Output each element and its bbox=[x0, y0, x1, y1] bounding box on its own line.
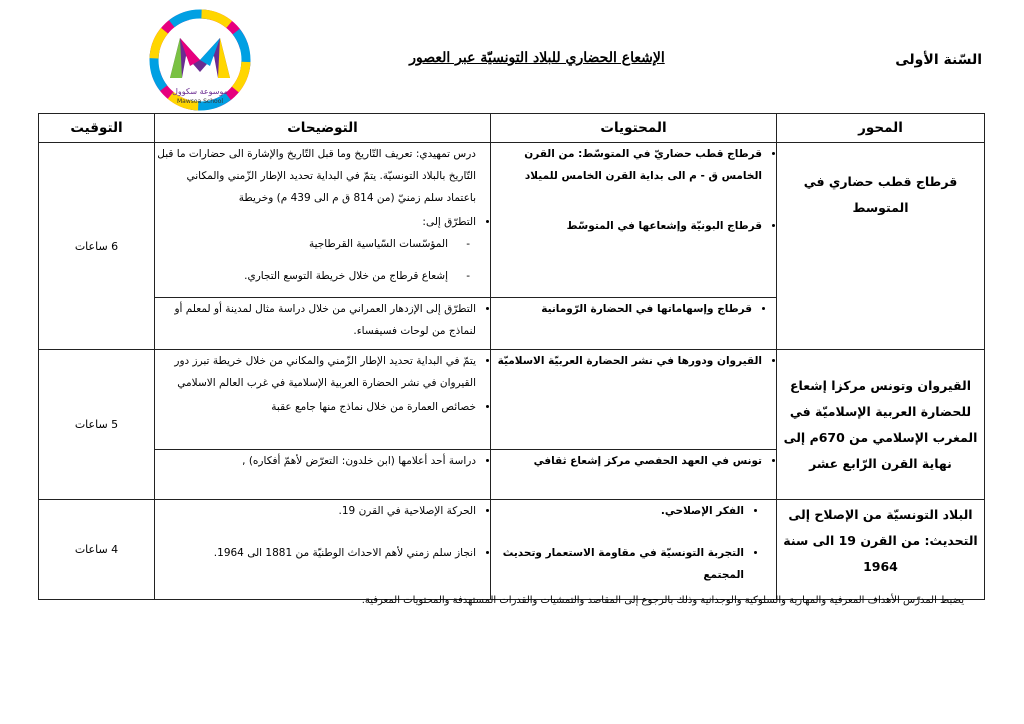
contents-cell bbox=[491, 450, 777, 500]
contents-cell bbox=[491, 500, 777, 600]
logo-text-en: Mawsoa School bbox=[176, 98, 224, 105]
header-axis: المحور bbox=[777, 114, 985, 143]
list-item bbox=[155, 211, 476, 287]
contents-cell bbox=[491, 143, 777, 298]
list-item: • الحركة الإصلاحية في القرن 19. bbox=[155, 500, 476, 522]
axis-cell: القيروان وتونس مركزا إشعاع للحضارة العربية الإسلاميّة في المغرب الإسلامي من 670م إلى نهاية القرن الرّابع عشر bbox=[777, 350, 985, 500]
logo-text-ar: موسوعة سكوول bbox=[172, 87, 228, 96]
list-item: • التجربة التونسيّة في مقاومة الاستعمار وتحديث المجتمع bbox=[491, 542, 744, 586]
header-timing: التوقيت bbox=[39, 114, 155, 143]
notes-cell bbox=[155, 298, 491, 350]
list-item: • قرطاج البونيّة وإشعاعها في المتوسّط bbox=[491, 215, 762, 237]
list-item: • الفكر الإصلاحي. bbox=[491, 500, 744, 522]
notes-cell bbox=[155, 500, 491, 600]
timing-cell: 5 ساعات bbox=[39, 350, 155, 500]
notes-cell bbox=[155, 143, 491, 298]
list-item: • انجاز سلم زمني لأهم الاحداث الوطنيّة من 1881 الى 1964. bbox=[155, 542, 476, 564]
footnote: يضبط المدرّس الأهداف المعرفية والمهارية والسلوكية والوجدانية وذلك بالرجوع إلى المقاصد والتمشيات والقدرات المستهدفة والمحتويات المعرفية. bbox=[361, 595, 964, 606]
notes-cell bbox=[155, 450, 491, 500]
contents-cell bbox=[491, 298, 777, 350]
document-title: الإشعاع الحضاري للبلاد التونسيّة عبر العصور bbox=[409, 50, 665, 66]
timing-cell: 4 ساعات bbox=[39, 500, 155, 600]
year-label: السّنة الأولى bbox=[895, 52, 982, 68]
dash-item: - إشعاع قرطاج من خلال خريطة التوسع التجاري. bbox=[155, 265, 448, 287]
axis-cell: قرطاج قطب حضاري في المتوسط bbox=[777, 143, 985, 350]
list-item: • خصائص العمارة من خلال نماذج منها جامع عقبة bbox=[155, 396, 476, 418]
table-row bbox=[39, 143, 985, 298]
list-item: • القيروان ودورها في نشر الحضارة العربيّة الاسلاميّة bbox=[491, 350, 762, 372]
list-item: • قرطاج قطب حضاريّ في المتوسّط: من القرن الخامس ق - م الى بداية القرن الخامس للميلاد bbox=[491, 143, 762, 187]
list-item: • يتمّ في البداية تحديد الإطار الزّمني والمكاني من خلال خريطة تبرز دور القيروان في نشر الحضارة العربية الإسلامية في غرب العالم الاسلامي bbox=[155, 350, 476, 394]
logo-m-facet-4 bbox=[218, 38, 230, 78]
table-row bbox=[39, 500, 985, 600]
dash-item: - المؤسّسات السّياسية القرطاجية bbox=[155, 233, 448, 255]
list-item: • دراسة أحد أعلامها (ابن خلدون: التعرّض لأهمّ أفكاره) , bbox=[155, 450, 476, 472]
axis-cell: البلاد التونسيّة من الإصلاح إلى التحديث: من القرن 19 الى سنة 1964 bbox=[777, 500, 985, 600]
timing-cell: 6 ساعات bbox=[39, 143, 155, 350]
table-row bbox=[39, 350, 985, 450]
table-header-row bbox=[39, 114, 985, 143]
notes-intro: درس تمهيدي: تعريف التّاريخ وما قبل التّاريخ والإشارة الى حضارات ما قبل التّاريخ بالبلاد التونسيّة. يتمّ في البداية تحديد الإطار الزّمني والمكاني باعتماد سلم زمنيّ (من 814 ق م الى 439 م) وخريطة bbox=[157, 148, 476, 204]
list-item: • تونس في العهد الحفصي مركز إشعاع ثقافي bbox=[491, 450, 762, 472]
header-notes: التوضيحات bbox=[155, 114, 491, 143]
curriculum-table bbox=[38, 113, 985, 600]
notes-cell bbox=[155, 350, 491, 450]
notes-bullet-text: التطرّق إلى: bbox=[422, 216, 476, 228]
list-item: • التطرّق إلى الإزدهار العمراني من خلال دراسة مثال لمدينة أو لمعلم أو لنماذج من لوحات فسيفساء. bbox=[155, 298, 476, 342]
school-logo bbox=[136, 8, 264, 118]
logo-m-facet-3 bbox=[170, 38, 182, 78]
contents-cell bbox=[491, 350, 777, 450]
list-item: • قرطاج وإسهاماتها في الحضارة الرّومانية bbox=[491, 298, 752, 320]
header-contents: المحتويات bbox=[491, 114, 777, 143]
